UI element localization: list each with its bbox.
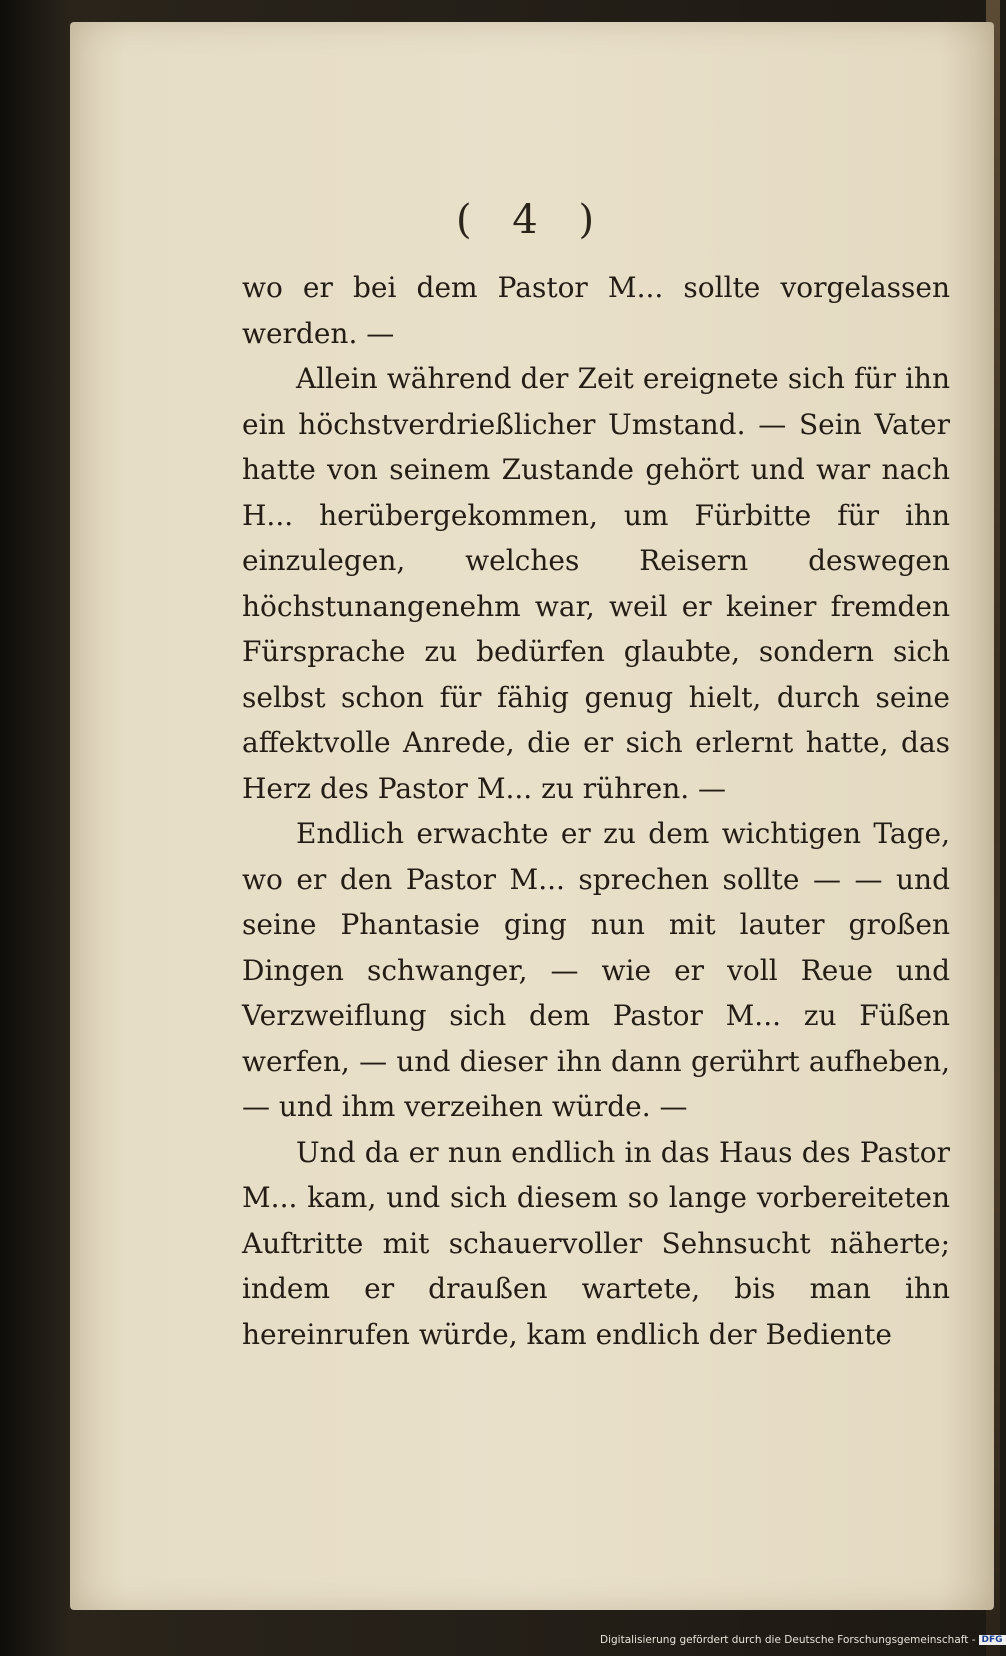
digitization-credit	[600, 1634, 1003, 1654]
book-page	[70, 22, 994, 1610]
paragraph-1: wo er bei dem Pastor M... sollte vorgelassen werden. —	[242, 271, 950, 350]
page-number: ( 4 )	[455, 197, 609, 243]
paragraph-3: Endlich erwachte er zu dem wichtigen Tage, wo er den Pastor M... sprechen sollte — — und seine Phantasie ging nun mit lauter großen Dingen schwanger, — wie er voll Reue und Verzweiflung sich dem Pastor M... zu Füßen werfen, — und dieser ihn dann gerührt aufheben, — und ihm verzeihen würde. —	[242, 817, 950, 1123]
page-text	[242, 265, 950, 1357]
credit-text: Digitalisierung gefördert durch die Deutsche Forschungsgemeinschaft -	[600, 1634, 976, 1646]
paragraph-2: Allein während der Zeit ereignete sich für ihn ein höchstverdrießlicher Umstand. — Sein Vater hatte von seinem Zustande gehört und war nach H... herübergekommen, um Fürbitte für ihn einzulegen, welches Reisern deswegen höchstunangenehm war, weil er keiner fremden Fürsprache zu bedürfen glaubte, sondern sich selbst schon für fähig genug hielt, durch seine affektvolle Anrede, die er sich erlernt hatte, das Herz des Pastor M... zu rühren. —	[242, 362, 950, 805]
dfg-logo: DFG	[979, 1635, 1006, 1645]
paragraph-4: Und da er nun endlich in das Haus des Pastor M... kam, und sich diesem so lange vorbereiteten Auftritte mit schauervoller Sehnsucht näherte; indem er draußen wartete, bis man ihn hereinrufen würde, kam endlich der Bediente	[242, 1135, 950, 1351]
